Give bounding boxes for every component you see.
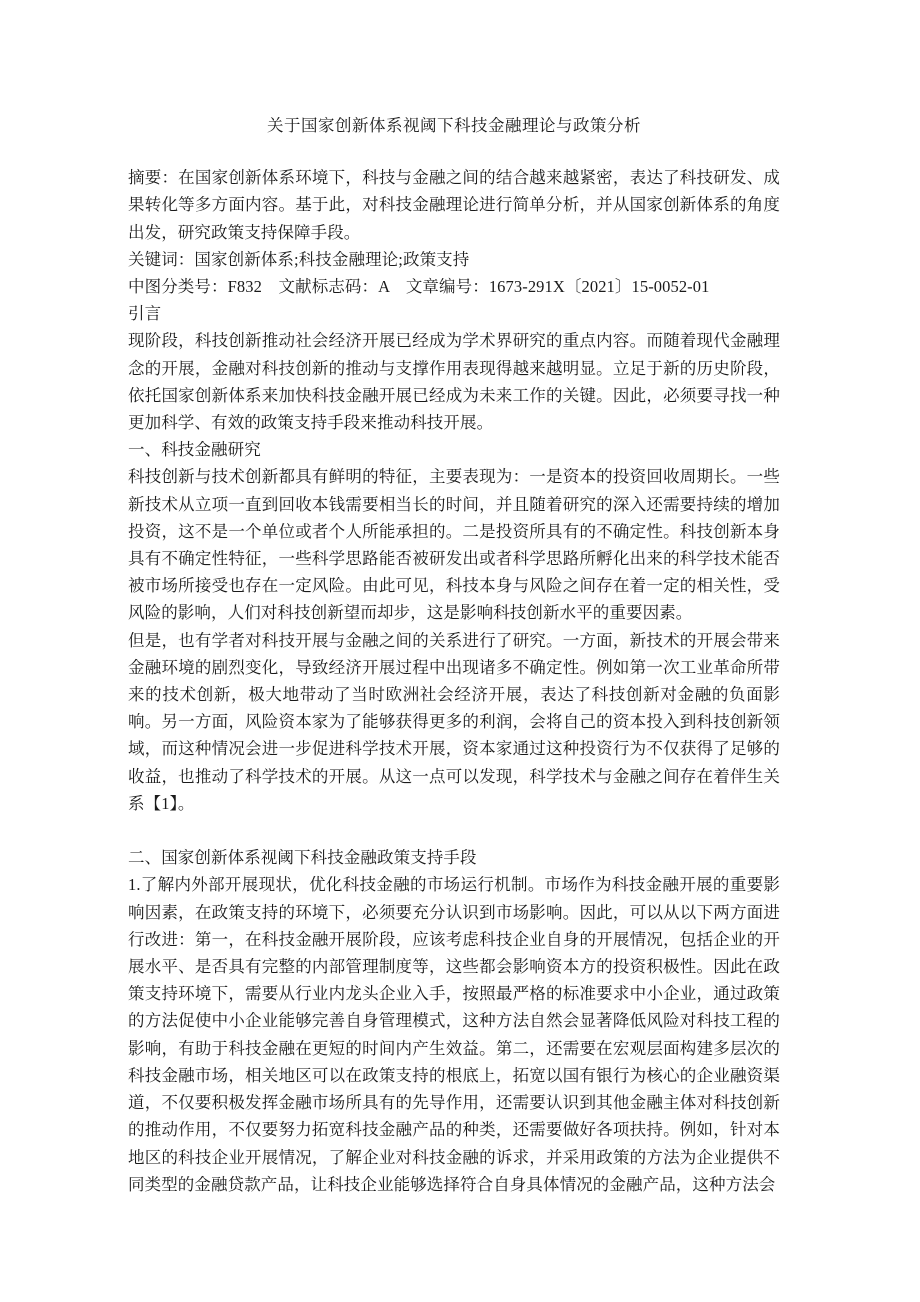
document-title: 关于国家创新体系视阈下科技金融理论与政策分析 bbox=[267, 116, 641, 135]
section-heading: 二、国家创新体系视阈下科技金融政策支持手段 bbox=[128, 848, 477, 868]
document-content bbox=[128, 112, 780, 1198]
paragraph: 现阶段，科技创新推动社会经济开展已经成为学术界研究的重点内容。而随着现代金融理念的开展，金融对科技创新的推动与支撑作用表现得越来越明显。立足于新的历史阶段，依托国家创新体系来加快科技金融开展已经成为未来工作的关键。因此，必须要寻找一种更加科学、有效的政策支持手段来推动科技开展。 bbox=[128, 331, 780, 433]
paragraph: 关键词：国家创新体系;科技金融理论;政策支持 bbox=[128, 249, 470, 269]
paragraph: 科技创新与技术创新都具有鲜明的特征，主要表现为：一是资本的投资回收周期长。一些新技术从立项一直到回收本钱需要相当长的时间，并且随着研究的深入还需要持续的增加投资，这不是一个单位或者个人所能承担的。二是投资所具有的不确定性。科技创新本身具有不确定性特征，一些科学思路能否被研发出或者科学思路所孵化出来的科学技术能否被市场所接受也存在一定风险。由此可见，科技本身与风险之间存在着一定的相关性，受风险的影响，人们对科技创新望而却步，这是影响科技创新水平的重要因素。 bbox=[128, 467, 780, 623]
paragraph-container bbox=[128, 164, 780, 1198]
section-heading: 引言 bbox=[128, 304, 162, 324]
paragraph: 摘要：在国家创新体系环境下，科技与金融之间的结合越来越紧密，表达了科技研发、成果转化等多方面内容。基于此，对科技金融理论进行简单分析，并从国家创新体系的角度出发，研究政策支持保障手段。 bbox=[128, 168, 780, 242]
paragraph: 中图分类号：F832 文献标志码：A 文章编号：1673-291X〔2021〕15-0052-01 bbox=[128, 277, 710, 297]
section-heading: 一、科技金融研究 bbox=[128, 440, 261, 460]
paragraph: 1.了解内外部开展现状，优化科技金融的市场运行机制。市场作为科技金融开展的重要影响因素，在政策支持的环境下，必须要充分认识到市场影响。因此，可以从以下两方面进行改进：第一，在科技金融开展阶段，应该考虑科技企业自身的开展情况，包括企业的开展水平、是否具有完整的内部管理制度等，这些都会影响资本方的投资积极性。因此在政策支持环境下，需要从行业内龙头企业入手，按照最严格的标准要求中小企业，通过政策的方法促使中小企业能够完善自身管理模式，这种方法自然会显著降低风险对科技工程的影响，有助于科技金融在更短的时间内产生效益。第二，还需要在宏观层面构建多层次的科技金融市场，相关地区可以在政策支持的根底上，拓宽以国有银行为核心的企业融资渠道，不仅要积极发挥金融市场所具有的先导作用，还需要认识到其他金融主体对科技创新的推动作用，不仅要努力拓宽科技金融产品的种类，还需要做好各项扶持。例如，针对本地区的科技企业开展情况，了解企业对科技金融的诉求，并采用政策的方法为企业提供不同类型的金融贷款产品，让科技企业能够选择符合自身具体情况的金融产品，这种方法会 bbox=[128, 875, 780, 1194]
blank-line bbox=[128, 817, 780, 844]
paragraph: 但是，也有学者对科技开展与金融之间的关系进行了研究。一方面，新技术的开展会带来金融环境的剧烈变化，导致经济开展过程中出现诸多不确定性。例如第一次工业革命所带来的技术创新，极大地带动了当时欧洲社会经济开展，表达了科技创新对金融的负面影响。另一方面，风险资本家为了能够获得更多的利润，会将自己的资本投入到科技创新领域，而这种情况会进一步促进科学技术开展，资本家通过这种投资行为不仅获得了足够的收益，也推动了科学技术的开展。从这一点可以发现，科学技术与金融之间存在着伴生关系【1】。 bbox=[128, 630, 780, 813]
